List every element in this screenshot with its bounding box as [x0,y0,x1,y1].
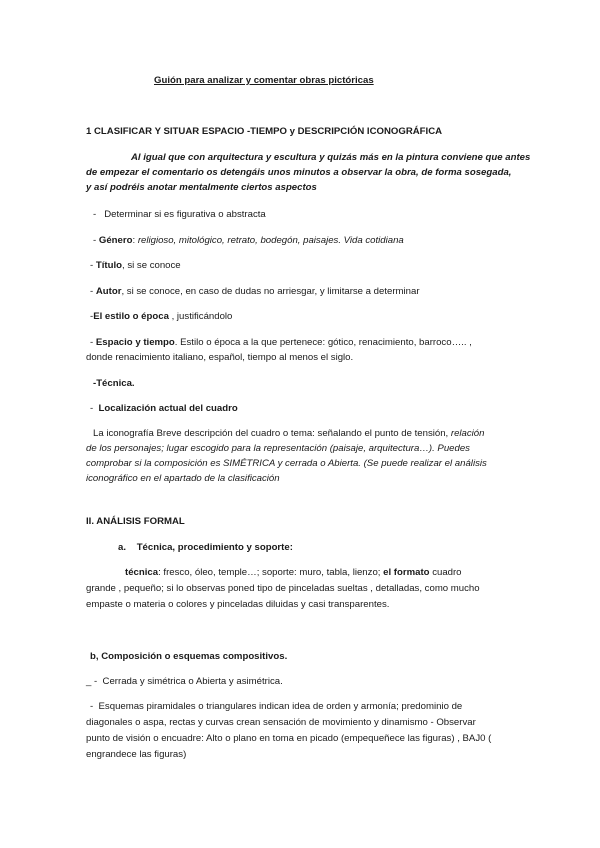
list-item-genero: - Género: religioso, mitológico, retrato, bodegón, paisajes. Vida cotidiana [93,235,404,246]
list-item-localizacion: - Localización actual del cuadro [90,403,238,414]
list-item-cerrada: _ - Cerrada y simétrica o Abierta y asimétrica. [86,676,283,687]
list-item-autor: - Autor, si se conoce, en caso de dudas no arriesgar, y limitarse a determinar [90,286,420,297]
list-item-titulo: - Título, si se conoce [90,260,181,271]
subsection-b-heading: b, Composición o esquemas compositivos. [90,651,288,662]
list-item-estilo: -El estilo o época , justificándolo [90,311,233,322]
document-title: Guión para analizar y comentar obras pictóricas [154,75,374,86]
section-2-heading: II. ANÁLISIS FORMAL [86,516,185,527]
section-1-heading: 1 CLASIFICAR Y SITUAR ESPACIO -TIEMPO y DESCRIPCIÓN ICONOGRÁFICA [86,126,443,137]
list-item-tecnica: -Técnica. [93,378,135,389]
subsection-a-heading: a. Técnica, procedimiento y soporte: [118,542,293,553]
list-item-figurativa: - Determinar si es figurativa o abstracta [93,209,266,220]
